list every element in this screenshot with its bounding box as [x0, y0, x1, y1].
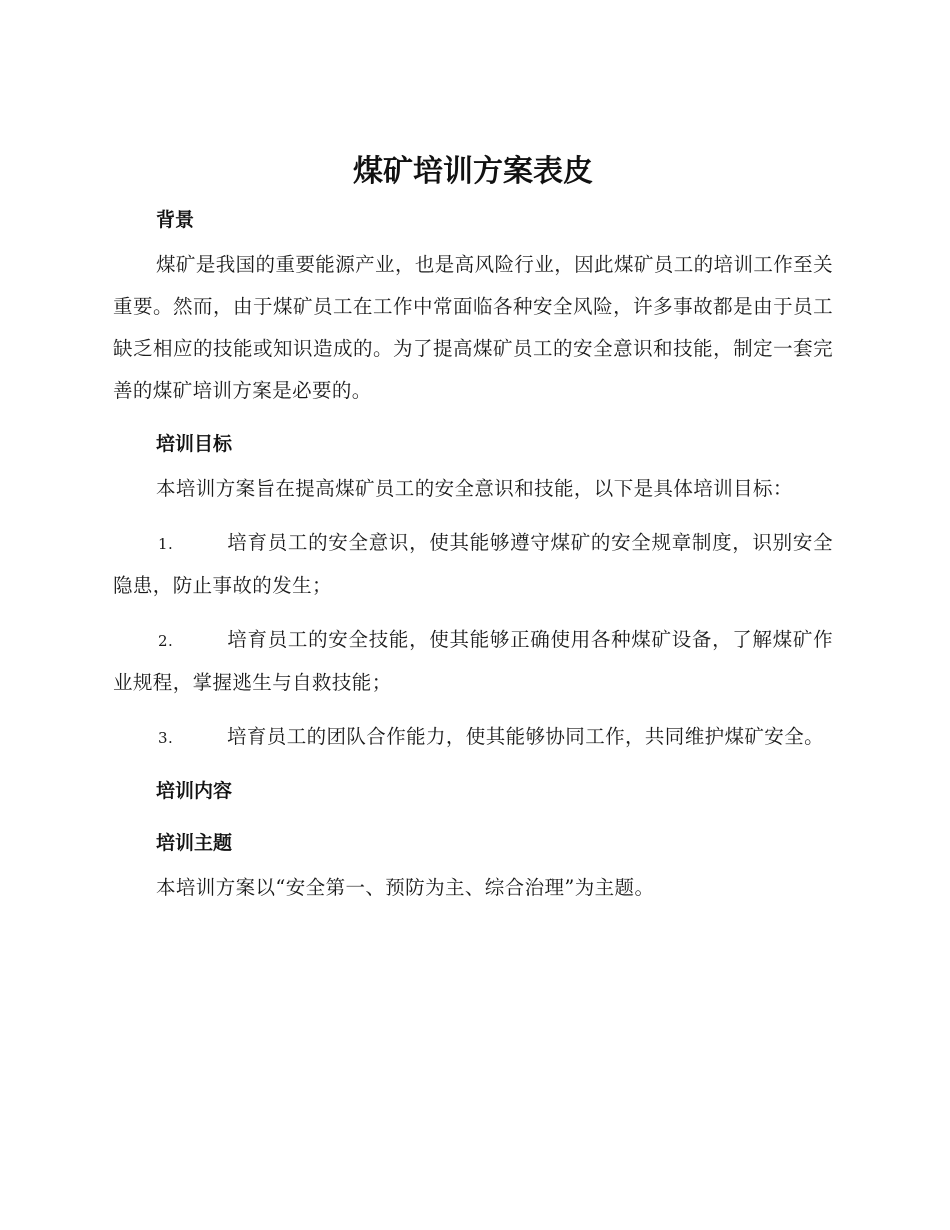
heading-training-goals: 培训目标 [156, 433, 233, 455]
goal-text: 培育员工的安全技能，使其能够正确使用各种煤矿设备，了解煤矿作业规程，掌握逃生与自救技能； [113, 628, 833, 694]
heading-training-theme: 培训主题 [156, 832, 233, 854]
heading-background: 背景 [156, 209, 195, 231]
paragraph-goals-intro: 本培训方案旨在提高煤矿员工的安全意识和技能，以下是具体培训目标： [156, 477, 793, 500]
paragraph-background: 煤矿是我国的重要能源产业，也是高风险行业，因此煤矿员工的培训工作至关重要。然而，由于煤矿员工在工作中常面临各种安全风险，许多事故都是由于员工缺乏相应的技能或知识造成的。为了提高煤矿员工的安全意识和技能，制定一套完善的煤矿培训方案是必要的。 [113, 253, 833, 402]
document-body [113, 148, 833, 909]
goal-text: 培育员工的团队合作能力，使其能够协同工作，共同维护煤矿安全。 [227, 725, 825, 748]
heading-training-content: 培训内容 [156, 780, 233, 802]
goal-number: 3. [158, 729, 174, 747]
goal-item-3 [113, 716, 833, 759]
document-title: 煤矿培训方案表皮 [353, 154, 593, 189]
paragraph-theme: 本培训方案以“安全第一、预防为主、综合治理”为主题。 [156, 876, 655, 899]
goal-number: 1. [158, 535, 174, 553]
goal-text: 培育员工的安全意识，使其能够遵守煤矿的安全规章制度，识别安全隐患，防止事故的发生； [113, 531, 833, 597]
goal-item-2 [113, 619, 833, 704]
goal-number: 2. [158, 632, 174, 650]
goal-item-1 [113, 522, 833, 607]
